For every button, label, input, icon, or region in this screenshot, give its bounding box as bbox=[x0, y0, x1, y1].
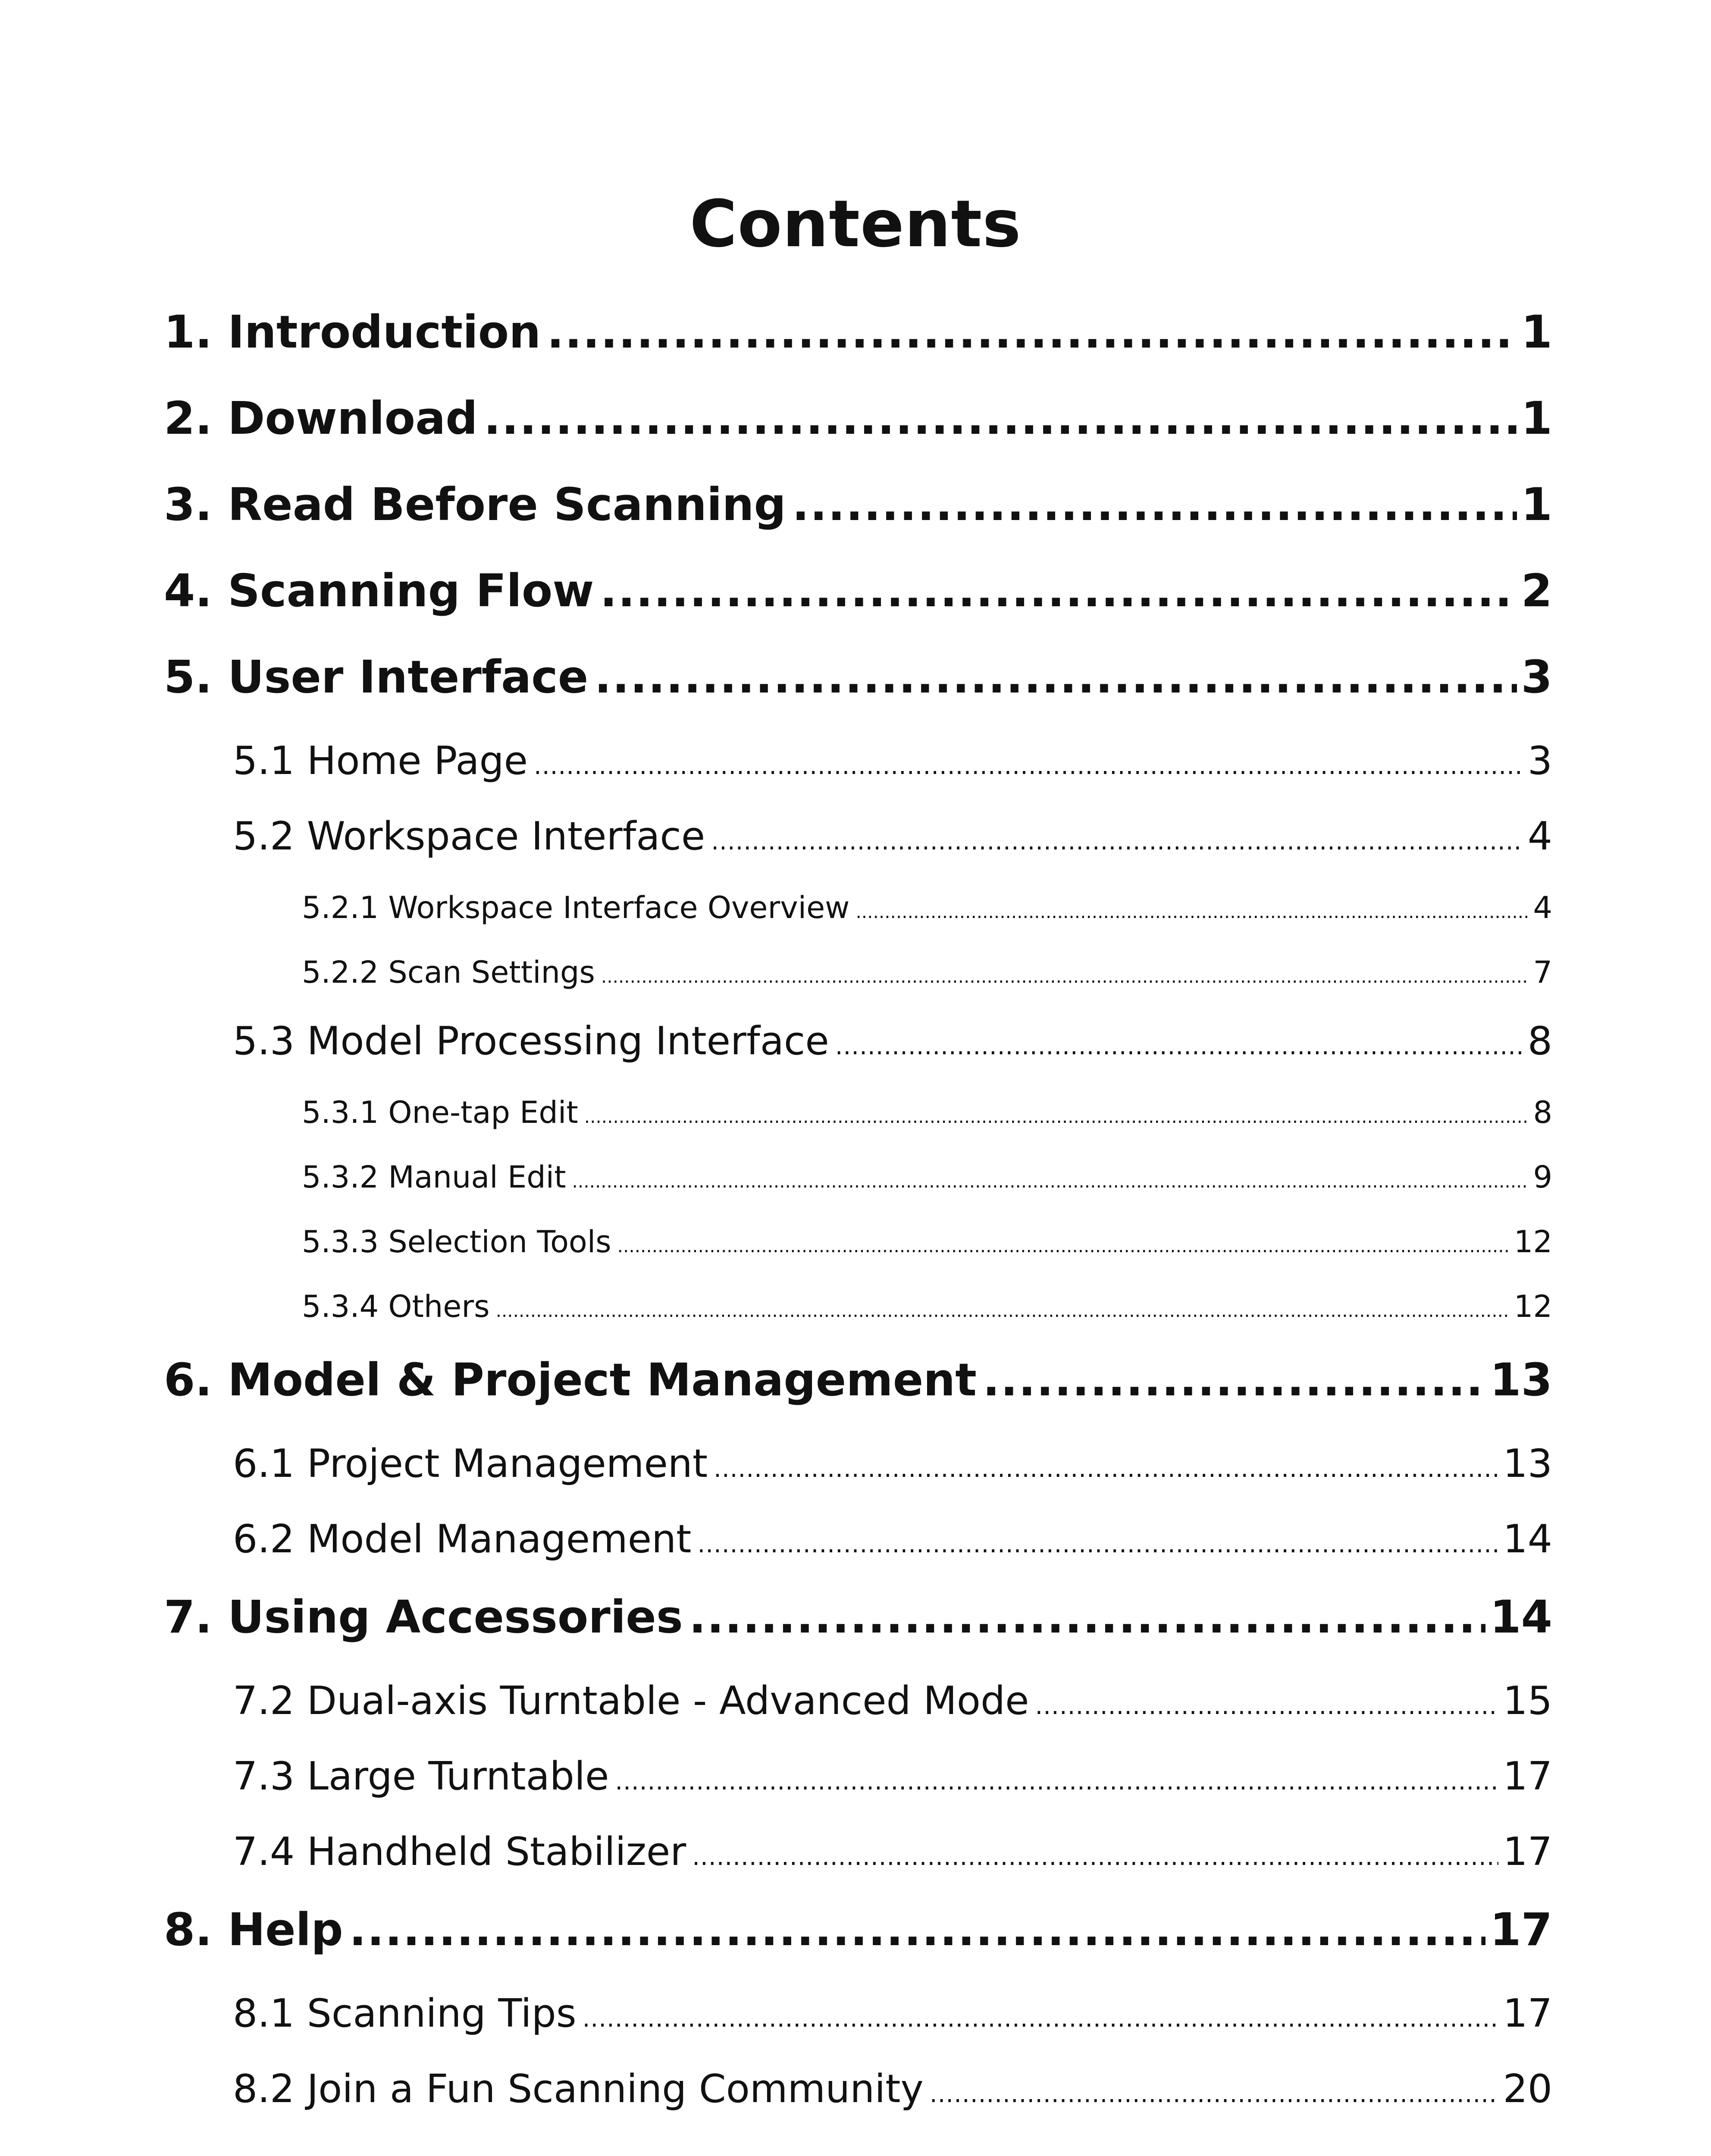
toc-leader bbox=[930, 2068, 1499, 2120]
toc-entry[interactable] bbox=[164, 474, 1552, 535]
toc-leader bbox=[615, 1756, 1498, 1808]
toc-page-number: 17 bbox=[1490, 1903, 1552, 1956]
toc-leader bbox=[689, 1587, 1486, 1647]
toc-leader bbox=[692, 1831, 1498, 1883]
toc-entry-label: 6.2 Model Management bbox=[233, 1517, 692, 1562]
toc-leader bbox=[572, 1160, 1529, 1203]
toc-page-number: 14 bbox=[1503, 1517, 1552, 1562]
toc-page-number: 1 bbox=[1521, 478, 1552, 531]
toc-entry[interactable] bbox=[233, 1751, 1552, 1808]
toc-page-number: 17 bbox=[1503, 1754, 1552, 1799]
toc-entry[interactable] bbox=[233, 1675, 1552, 1732]
toc-page-number: 12 bbox=[1514, 1224, 1552, 1260]
toc-leader bbox=[496, 1289, 1510, 1332]
toc-leader bbox=[697, 1519, 1498, 1570]
toc-page-number: 3 bbox=[1521, 651, 1552, 703]
toc-leader bbox=[792, 474, 1517, 535]
toc-entry[interactable] bbox=[164, 302, 1552, 362]
toc-entry-label: 5.2.1 Workspace Interface Overview bbox=[302, 890, 850, 925]
toc-page-number: 17 bbox=[1503, 1829, 1552, 1874]
toc-entry-label: 5.2.2 Scan Settings bbox=[302, 955, 595, 990]
toc-entry[interactable] bbox=[233, 1988, 1552, 2045]
toc-entry-label: 5. User Interface bbox=[164, 651, 589, 703]
toc-leader bbox=[856, 890, 1529, 934]
toc-leader bbox=[714, 1443, 1498, 1495]
toc-entry[interactable] bbox=[302, 1156, 1552, 1203]
toc-leader bbox=[1035, 1680, 1498, 1732]
toc-entry[interactable] bbox=[164, 647, 1552, 707]
toc-leader bbox=[583, 1993, 1499, 2045]
toc-entry-label: 5.3.1 One-tap Edit bbox=[302, 1095, 578, 1130]
toc-leader bbox=[484, 388, 1517, 448]
toc-page-number: 13 bbox=[1503, 1441, 1552, 1486]
toc-entry-label: 8.2 Join a Fun Scanning Community bbox=[233, 2066, 924, 2112]
toc-page-number: 17 bbox=[1503, 1991, 1552, 2036]
toc-entry-label: 7.3 Large Turntable bbox=[233, 1754, 609, 1799]
toc-entry[interactable] bbox=[302, 951, 1552, 998]
toc-entry[interactable] bbox=[164, 1350, 1552, 1410]
toc-entry[interactable] bbox=[302, 1091, 1552, 1138]
toc-entry[interactable] bbox=[233, 1015, 1552, 1072]
page-title: Contents bbox=[689, 187, 1022, 262]
toc-page-number: 4 bbox=[1533, 890, 1552, 925]
toc-page-number: 1 bbox=[1521, 306, 1552, 358]
toc-page-number: 1 bbox=[1521, 392, 1552, 445]
toc-entry-label: 2. Download bbox=[164, 392, 478, 445]
toc-entry[interactable] bbox=[233, 2063, 1552, 2120]
toc-entry[interactable] bbox=[233, 1514, 1552, 1570]
toc-leader bbox=[835, 1021, 1523, 1072]
toc-page-number: 12 bbox=[1514, 1289, 1552, 1324]
toc-leader bbox=[983, 1350, 1485, 1410]
toc-entry-label: 8. Help bbox=[164, 1903, 343, 1956]
toc-leader bbox=[547, 302, 1517, 362]
toc-leader bbox=[534, 740, 1523, 792]
toc-entry[interactable] bbox=[164, 1587, 1552, 1647]
toc-entry-label: 6.1 Project Management bbox=[233, 1441, 708, 1486]
toc-page-number: 7 bbox=[1533, 955, 1552, 990]
toc-entry-label: 5.3.3 Selection Tools bbox=[302, 1224, 611, 1260]
toc-entry-label: 7.4 Handheld Stabilizer bbox=[233, 1829, 686, 1874]
toc-page-number: 20 bbox=[1503, 2066, 1552, 2112]
toc-entry[interactable] bbox=[302, 886, 1552, 934]
toc-page-number: 8 bbox=[1527, 1018, 1552, 1064]
toc-entry[interactable] bbox=[302, 1285, 1552, 1332]
toc-leader bbox=[711, 816, 1523, 868]
toc-entry[interactable] bbox=[302, 1220, 1552, 1268]
toc-entry[interactable] bbox=[164, 388, 1552, 448]
toc-entry[interactable] bbox=[233, 1438, 1552, 1495]
toc-page-number: 2 bbox=[1521, 564, 1552, 617]
toc-entry-label: 7.2 Dual-axis Turntable - Advanced Mode bbox=[233, 1678, 1029, 1724]
toc-page-number: 13 bbox=[1490, 1354, 1552, 1406]
toc-entry[interactable] bbox=[164, 561, 1552, 621]
toc-entry-label: 5.3 Model Processing Interface bbox=[233, 1018, 829, 1064]
toc-entry-label: 1. Introduction bbox=[164, 306, 541, 358]
toc-leader bbox=[600, 561, 1517, 621]
toc-leader bbox=[594, 647, 1517, 707]
toc-entry-label: 6. Model & Project Management bbox=[164, 1354, 977, 1406]
toc-entry[interactable] bbox=[233, 1826, 1552, 1883]
toc-entry[interactable] bbox=[233, 735, 1552, 792]
toc-page-number: 14 bbox=[1490, 1591, 1552, 1643]
toc-page-number: 3 bbox=[1527, 738, 1552, 783]
toc-entry-label: 5.3.2 Manual Edit bbox=[302, 1159, 566, 1195]
toc-page-number: 8 bbox=[1533, 1095, 1552, 1130]
toc-page-number: 9 bbox=[1533, 1159, 1552, 1195]
toc-entry-label: 8.1 Scanning Tips bbox=[233, 1991, 577, 2036]
toc-entry-label: 7. Using Accessories bbox=[164, 1591, 683, 1643]
toc-page-number: 4 bbox=[1527, 814, 1552, 859]
toc-entry-label: 3. Read Before Scanning bbox=[164, 478, 786, 531]
toc-leader bbox=[584, 1095, 1529, 1138]
toc-entry-label: 5.1 Home Page bbox=[233, 738, 528, 783]
toc-entry-label: 5.3.4 Others bbox=[302, 1289, 490, 1324]
toc-page-number: 15 bbox=[1503, 1678, 1552, 1724]
toc-entry[interactable] bbox=[164, 1899, 1552, 1960]
toc-entry-label: 4. Scanning Flow bbox=[164, 564, 594, 617]
toc-leader bbox=[617, 1225, 1510, 1268]
toc-leader bbox=[349, 1899, 1486, 1960]
toc-entry[interactable] bbox=[233, 811, 1552, 868]
toc-entry-label: 5.2 Workspace Interface bbox=[233, 814, 705, 859]
toc-leader bbox=[601, 955, 1529, 998]
